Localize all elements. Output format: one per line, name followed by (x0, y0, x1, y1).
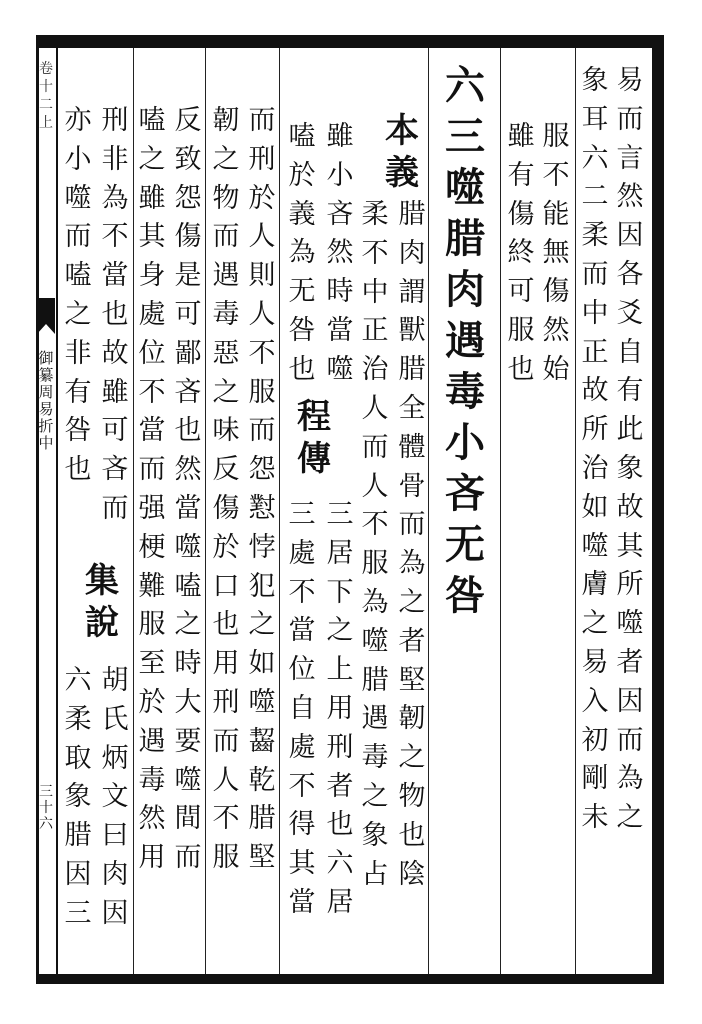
commentary-column: 腊肉謂獸腊全體骨而為之者堅韌之物也陰 (398, 199, 426, 890)
text-column: 易而言然因各爻自有此象故其所噬者因而為之 (616, 65, 644, 834)
commentary-column: 反致怨傷是可鄙吝也然當噬嗑之時大要噬間而 (174, 105, 202, 874)
commentary-column: 六柔取象腊因三 (64, 665, 92, 929)
commentary-column: 胡氏炳文曰肉因 (101, 665, 129, 929)
margin-volume-marks: 卷十二上 (39, 61, 53, 131)
commentary-column: 柔不中正治人而人不服為噬腊遇毒之象占 (361, 199, 389, 890)
text-column: 雖有傷終可服也 (507, 121, 535, 385)
text-column: 象耳六二柔而中正故所治如噬膚之易入初剛未 (581, 65, 609, 834)
commentary-column: 而刑於人則人不服而怨懟悖犯之如噬齧乾腊堅 (248, 105, 276, 874)
frame-bottom-border (36, 974, 664, 984)
commentary-column: 三居下之上用刑者也六居 (326, 499, 354, 918)
commentary-column: 三處不當位自處不得其當 (288, 499, 316, 918)
hexagram-line-heading: 六三噬腊肉遇毒小吝无咎 (445, 62, 485, 619)
commentary-column: 韌之物而遇毒惡之味反傷於口也用刑而人不服 (212, 105, 240, 874)
commentary-column (84, 560, 120, 644)
section-label: 程傳 (297, 397, 331, 479)
frame-left-border (36, 35, 39, 984)
commentary-column: 亦小噬而嗑之非有咎也 (64, 105, 92, 486)
frame-inner-left-border (56, 48, 58, 974)
commentary-column (384, 110, 420, 194)
commentary-column: 嗑於義為无咎也 (288, 121, 316, 385)
commentary-column: 嗑之雖其身處位不當而强梗難服至於遇毒然用 (138, 105, 166, 874)
margin-book-title: 御纂周易折中 (38, 349, 54, 452)
frame-right-border (652, 35, 664, 984)
section-label: 集說 (85, 561, 119, 643)
column-rule (575, 48, 576, 974)
text-column: 服不能無傷然始 (542, 121, 570, 385)
section-label: 本義 (385, 111, 419, 193)
commentary-column: 雖小吝然時當噬 (326, 121, 354, 385)
margin-page-number: 三十六 (39, 784, 53, 832)
commentary-column (296, 396, 332, 480)
column-rule (500, 48, 501, 974)
frame-top-border (36, 35, 664, 48)
fishtail-mark-icon (37, 298, 55, 334)
commentary-column: 刑非為不當也故雖可吝而 (101, 105, 129, 524)
